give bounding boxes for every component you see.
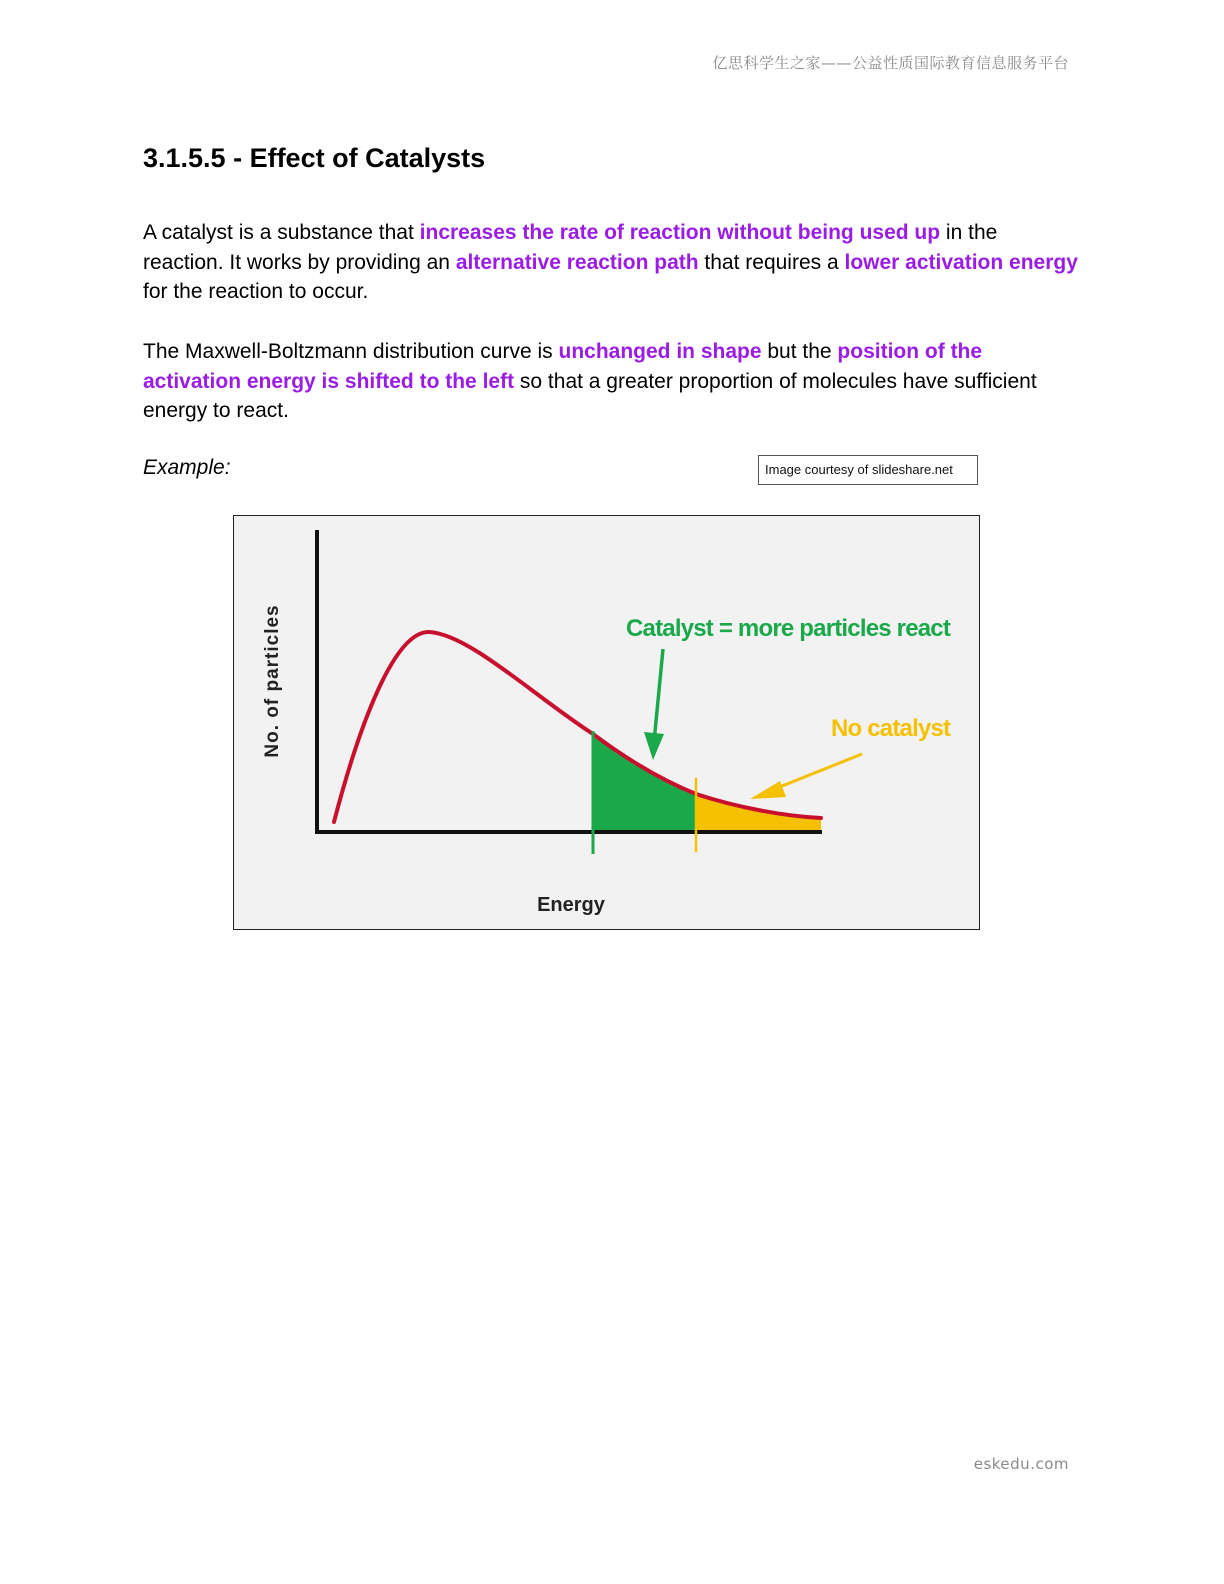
x-axis-label: Energy [537,894,605,916]
catalyst-arrow-shaft [654,649,663,742]
text-run: in the reaction. It works by providing an [143,221,998,274]
text-run: so that a greater proportion of molecules have sufficient energy to react. [143,369,1037,423]
catalyst-shaded-area [593,734,696,832]
text-run: The Maxwell-Boltzmann distribution curve is [143,340,559,363]
paragraph-maxwell-boltzmann [143,337,1083,426]
highlight-unchanged-shape: unchanged in shape [558,340,762,363]
text-run: for the reaction to occur. [143,280,369,304]
maxwell-boltzmann-svg [234,516,979,928]
highlight-alternative-path: alternative reaction path [455,250,699,274]
no-catalyst-arrow-head [750,781,786,799]
no-catalyst-arrow [750,754,862,799]
highlight-lower-activation-energy: lower activation energy [844,250,1078,274]
highlight-rate-increase: increases the rate of reaction without being used up [419,221,941,244]
y-axis-label: No. of particles [262,604,283,758]
no-catalyst-label: No catalyst [831,715,951,742]
catalyst-label: Catalyst = more particles react [626,615,951,642]
example-label: Example: [143,456,231,479]
text-run: that requires a [698,250,845,274]
maxwell-boltzmann-figure [233,515,980,930]
no-catalyst-arrow-shaft [772,754,862,790]
highlight-shifted-left: position of the activation energy is shifted to the left [143,340,983,393]
paragraph-catalyst-definition [143,218,1083,307]
footer-site-url: eskedu.com [973,1455,1069,1473]
image-credit-box: Image courtesy of slideshare.net [758,455,978,485]
header-site-text: 亿思科学生之家——公益性质国际教育信息服务平台 [712,54,1069,72]
catalyst-arrow [644,649,664,760]
page-title: 3.1.5.5 - Effect of Catalysts [143,143,486,173]
text-run: A catalyst is a substance that [143,221,420,244]
text-run: but the [761,340,838,363]
distribution-curve [334,632,821,822]
catalyst-arrow-head [644,732,664,760]
